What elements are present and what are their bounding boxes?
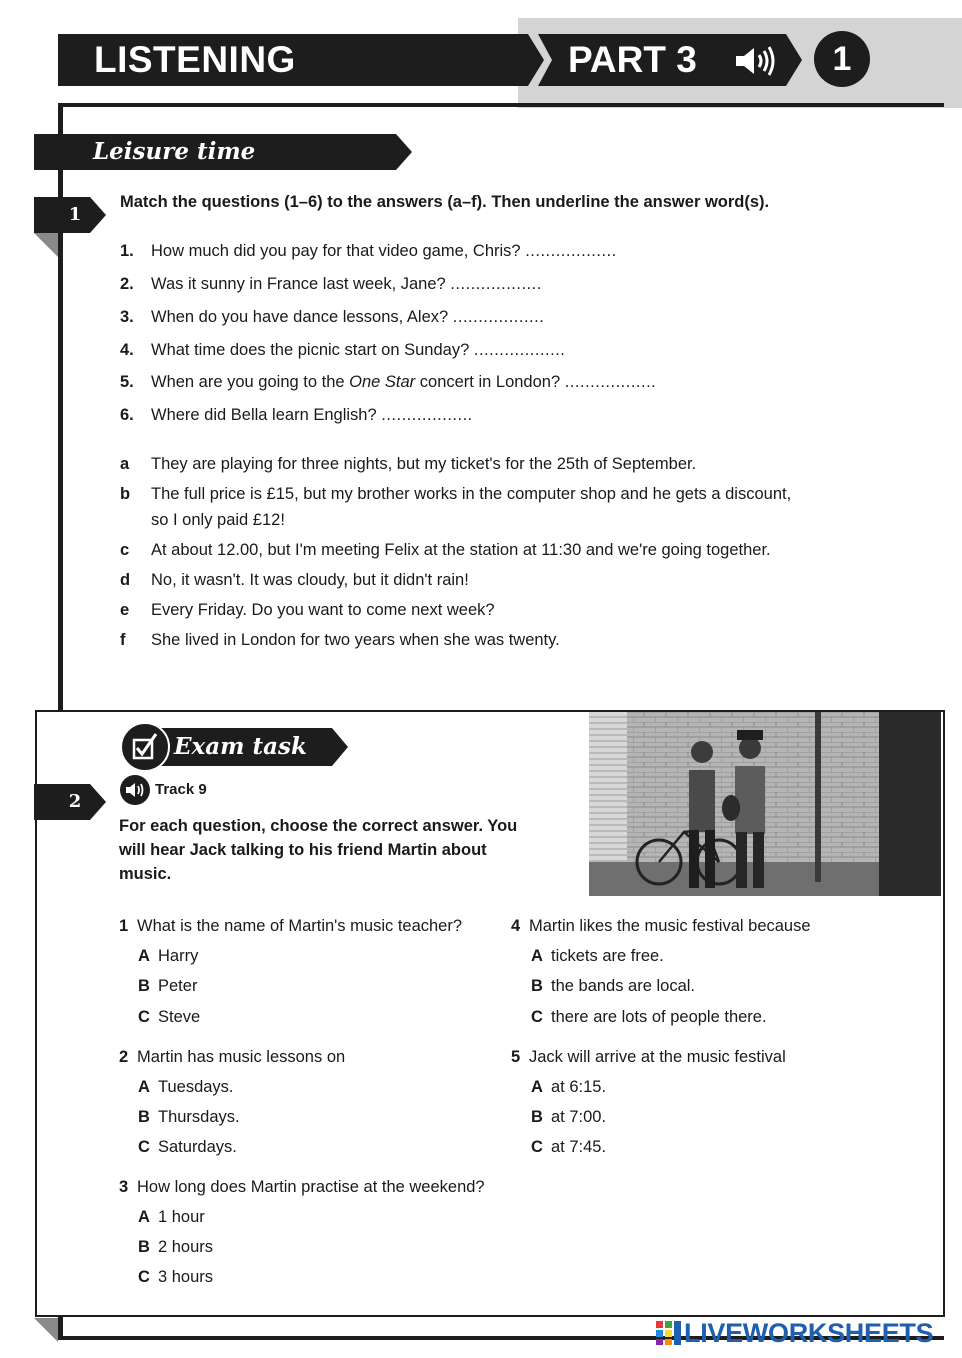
mc-option-2c[interactable] bbox=[138, 1136, 237, 1158]
liveworksheets-logo-icon bbox=[656, 1321, 682, 1345]
answer-text: No, it wasn't. It was cloudy, but it didn't rain! bbox=[151, 571, 469, 589]
mc-option-5b[interactable] bbox=[531, 1106, 606, 1128]
mc-question-text: How long does Martin practise at the weekend? bbox=[137, 1178, 485, 1196]
exam-task-title: Exam task bbox=[174, 733, 307, 760]
audio-track-icon[interactable] bbox=[120, 775, 150, 805]
mc-question-2 bbox=[119, 1046, 345, 1068]
option-text: Steve bbox=[158, 1008, 201, 1026]
option-letter: A bbox=[138, 1078, 150, 1096]
option-letter: A bbox=[531, 1078, 543, 1096]
matching-question-6 bbox=[120, 404, 473, 426]
mc-option-3a[interactable] bbox=[138, 1206, 205, 1228]
question-text: When do you have dance lessons, Alex? bbox=[151, 308, 449, 326]
mc-option-5a[interactable] bbox=[531, 1076, 606, 1098]
mc-question-text: Jack will arrive at the music festival bbox=[529, 1048, 786, 1066]
option-text: at 7:45. bbox=[551, 1138, 607, 1156]
option-letter: A bbox=[138, 1208, 150, 1226]
mc-question-text: Martin has music lessons on bbox=[137, 1048, 346, 1066]
option-text: Thursdays. bbox=[158, 1108, 240, 1126]
question-text: Where did Bella learn English? bbox=[151, 406, 377, 424]
answer-letter: c bbox=[120, 541, 130, 559]
answer-blank[interactable]: .................. bbox=[473, 341, 566, 359]
answer-blank[interactable]: .................. bbox=[452, 308, 545, 326]
frame-top bbox=[58, 103, 944, 107]
option-text: 3 hours bbox=[158, 1268, 214, 1286]
option-text: 2 hours bbox=[158, 1238, 214, 1256]
question-number: 4. bbox=[120, 341, 134, 359]
option-letter: C bbox=[138, 1268, 150, 1286]
option-letter: C bbox=[531, 1138, 543, 1156]
question-number: 5. bbox=[120, 373, 134, 391]
exercise-1-instruction: Match the questions (1–6) to the answers (a–f). Then underline the answer word(s). bbox=[120, 193, 770, 211]
mc-question-4 bbox=[511, 915, 811, 937]
option-letter: B bbox=[138, 1108, 150, 1126]
matching-question-4 bbox=[120, 339, 565, 361]
question-text: When are you going to the bbox=[151, 373, 345, 391]
answer-text: Every Friday. Do you want to come next week? bbox=[151, 601, 495, 619]
mc-question-number: 4 bbox=[511, 917, 521, 935]
option-text: there are lots of people there. bbox=[551, 1008, 767, 1026]
mc-question-5 bbox=[511, 1046, 786, 1068]
speaker-icon bbox=[732, 44, 778, 78]
exercise-2-instruction: For each question, choose the correct answer. You will hear Jack talking to his friend Martin about music. bbox=[119, 817, 518, 883]
mc-option-3b[interactable] bbox=[138, 1236, 213, 1258]
matching-question-5 bbox=[120, 371, 656, 393]
answer-letter: d bbox=[120, 571, 131, 589]
answer-blank[interactable]: .................. bbox=[450, 275, 542, 293]
answer-text: They are playing for three nights, but my ticket's for the 25th of September. bbox=[151, 455, 697, 473]
mc-question-number: 1 bbox=[119, 917, 129, 935]
answer-letter: b bbox=[120, 485, 131, 503]
option-text: 1 hour bbox=[158, 1208, 205, 1226]
option-letter: B bbox=[531, 1108, 543, 1126]
option-letter: B bbox=[531, 977, 543, 995]
mc-option-5c[interactable] bbox=[531, 1136, 606, 1158]
question-number: 1. bbox=[120, 242, 134, 260]
question-number: 2. bbox=[120, 275, 134, 293]
option-letter: A bbox=[138, 947, 150, 965]
page-corner-fold bbox=[34, 1318, 58, 1342]
mc-option-4a[interactable] bbox=[531, 945, 664, 967]
page-number-badge: 1 bbox=[814, 31, 870, 87]
question-text: What time does the picnic start on Sunday? bbox=[151, 341, 470, 359]
option-letter: C bbox=[531, 1008, 543, 1026]
mc-question-number: 5 bbox=[511, 1048, 521, 1066]
mc-option-1a[interactable] bbox=[138, 945, 198, 967]
matching-question-3 bbox=[120, 306, 544, 328]
matching-question-2 bbox=[120, 273, 542, 295]
option-text: tickets are free. bbox=[551, 947, 664, 965]
mc-question-text: Martin likes the music festival because bbox=[529, 917, 811, 935]
answer-text: She lived in London for two years when she was twenty. bbox=[151, 631, 560, 649]
mc-question-3 bbox=[119, 1176, 485, 1198]
answer-text: At about 12.00, but I'm meeting Felix at the station at 11:30 and we're going together. bbox=[151, 541, 771, 559]
question-number: 3. bbox=[120, 308, 134, 326]
question-text: How much did you pay for that video game, Chris? bbox=[151, 242, 521, 260]
option-text: at 7:00. bbox=[551, 1108, 607, 1126]
photo-two-friends-with-bicycle bbox=[589, 712, 941, 896]
page-title: LISTENING bbox=[94, 39, 296, 80]
option-letter: C bbox=[138, 1008, 150, 1026]
question-text: Was it sunny in France last week, Jane? bbox=[151, 275, 446, 293]
answer-blank[interactable]: .................. bbox=[525, 242, 617, 260]
exercise-2-number: 2 bbox=[68, 791, 82, 812]
option-text: Harry bbox=[158, 947, 199, 965]
option-letter: B bbox=[138, 977, 150, 995]
answer-letter: f bbox=[120, 631, 126, 649]
question-number: 6. bbox=[120, 406, 134, 424]
mc-question-number: 2 bbox=[119, 1048, 129, 1066]
option-text: Tuesdays. bbox=[158, 1078, 234, 1096]
part-title: PART 3 bbox=[568, 39, 697, 80]
answer-blank[interactable]: .................. bbox=[381, 406, 473, 424]
mc-option-3c[interactable] bbox=[138, 1266, 213, 1288]
liveworksheets-logo-text[interactable]: LIVEWORKSHEETS bbox=[684, 1318, 934, 1348]
option-text: Saturdays. bbox=[158, 1138, 237, 1156]
option-letter: B bbox=[138, 1238, 150, 1256]
answer-letter: e bbox=[120, 601, 130, 619]
band-name: One Star bbox=[349, 373, 416, 391]
option-text: at 6:15. bbox=[551, 1078, 607, 1096]
frame-left bbox=[58, 103, 63, 711]
option-letter: A bbox=[531, 947, 543, 965]
mc-question-1 bbox=[119, 915, 462, 937]
checkbox-icon bbox=[120, 722, 170, 772]
answer-text: The full price is £15, but my brother works in the computer shop and he gets a discount, so I only paid £12! bbox=[151, 485, 792, 529]
mc-option-1c[interactable] bbox=[138, 1006, 200, 1028]
mc-option-1b[interactable] bbox=[138, 975, 197, 997]
exercise-1-fold bbox=[34, 233, 58, 257]
mc-option-2b[interactable] bbox=[138, 1106, 240, 1128]
option-text: the bands are local. bbox=[551, 977, 696, 995]
option-text: Peter bbox=[158, 977, 198, 995]
track-label: Track 9 bbox=[155, 781, 207, 798]
mc-option-2a[interactable] bbox=[138, 1076, 234, 1098]
exercise-1-number: 1 bbox=[68, 204, 82, 225]
answer-blank[interactable]: .................. bbox=[564, 373, 657, 391]
mc-question-text: What is the name of Martin's music teacher? bbox=[137, 917, 463, 935]
matching-question-1 bbox=[120, 240, 617, 262]
mc-option-4b[interactable] bbox=[531, 975, 695, 997]
mc-question-number: 3 bbox=[119, 1178, 129, 1196]
question-text-end: concert in London? bbox=[419, 373, 561, 391]
leisure-time-title: Leisure time bbox=[93, 138, 256, 165]
answer-letter: a bbox=[120, 455, 130, 473]
mc-option-4c[interactable] bbox=[531, 1006, 767, 1028]
option-letter: C bbox=[138, 1138, 150, 1156]
